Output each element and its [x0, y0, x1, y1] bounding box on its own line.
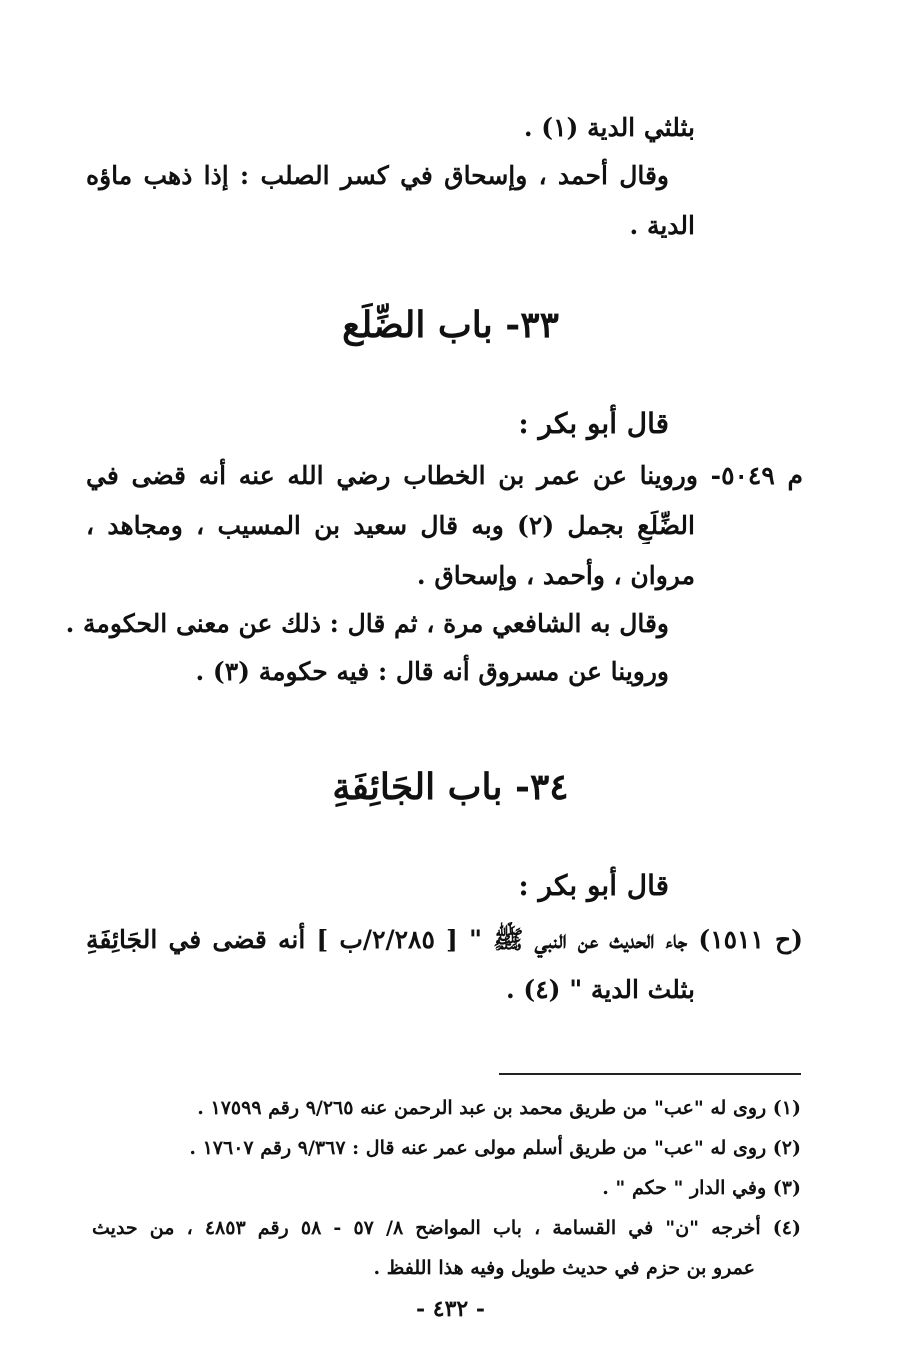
- text-line: م ٥٠٤٩- وروينا عن عمر بن الخطاب رضي الله عنه أنه قضى في: [86, 461, 803, 490]
- text-line: وقال أحمد ، وإسحاق في كسر الصلب : إذا ذهب ماؤه: [86, 161, 669, 190]
- speaker-label: قال أبو بكر :: [518, 869, 669, 902]
- text-line: الضِّلَعِ بجمل (٢) وبه قال سعيد بن المسيب ، ومجاهد ،: [86, 511, 695, 540]
- footnote-separator: [499, 1073, 801, 1075]
- speaker-label: قال أبو بكر :: [518, 407, 669, 440]
- footnote: (٢) روى له "عب" من طريق أسلم مولى عمر عنه قال : ٩/٣٦٧ رقم ١٧٦٠٧ .: [189, 1137, 801, 1159]
- text-line: مروان ، وأحمد ، وإسحاق .: [416, 561, 695, 590]
- chapter-heading: ٣٤- باب الجَائِفَةِ: [332, 766, 569, 808]
- footnote: (١) روى له "عب" من طريق محمد بن عبد الرحمن عنه ٩/٢٦٥ رقم ١٧٥٩٩ .: [197, 1097, 801, 1119]
- text-line: وروينا عن مسروق أنه قال : فيه حكومة (٣) .: [195, 657, 669, 686]
- text-line: الدية .: [629, 211, 695, 240]
- page-number: - ٤٣٢ -: [415, 1296, 486, 1322]
- footnote: (٤) أخرجه "ن" في القسامة ، باب المواضح ٨/ ٥٧ - ٥٨ رقم ٤٨٥٣ ، من حديث: [92, 1217, 801, 1239]
- footnote: (٣) وفي الدار " حكم " .: [602, 1177, 801, 1199]
- text-line: بثلث الدية " (٤) .: [505, 975, 695, 1004]
- chapter-heading: ٣٣- باب الضِّلَع: [342, 304, 559, 346]
- text-line: (ح ١٥١١) جاء الحديث عن النبي ﷺ " [ ٢/٢٨٥/ب ] أنه قضى في الجَائِفَةِ: [86, 925, 803, 954]
- text-line: وقال به الشافعي مرة ، ثم قال : ذلك عن معنى الحكومة .: [65, 609, 669, 638]
- text-line: بثلثي الدية (١) .: [523, 113, 695, 142]
- footnote-continuation: عمرو بن حزم في حديث طويل وفيه هذا اللفظ .: [373, 1257, 755, 1279]
